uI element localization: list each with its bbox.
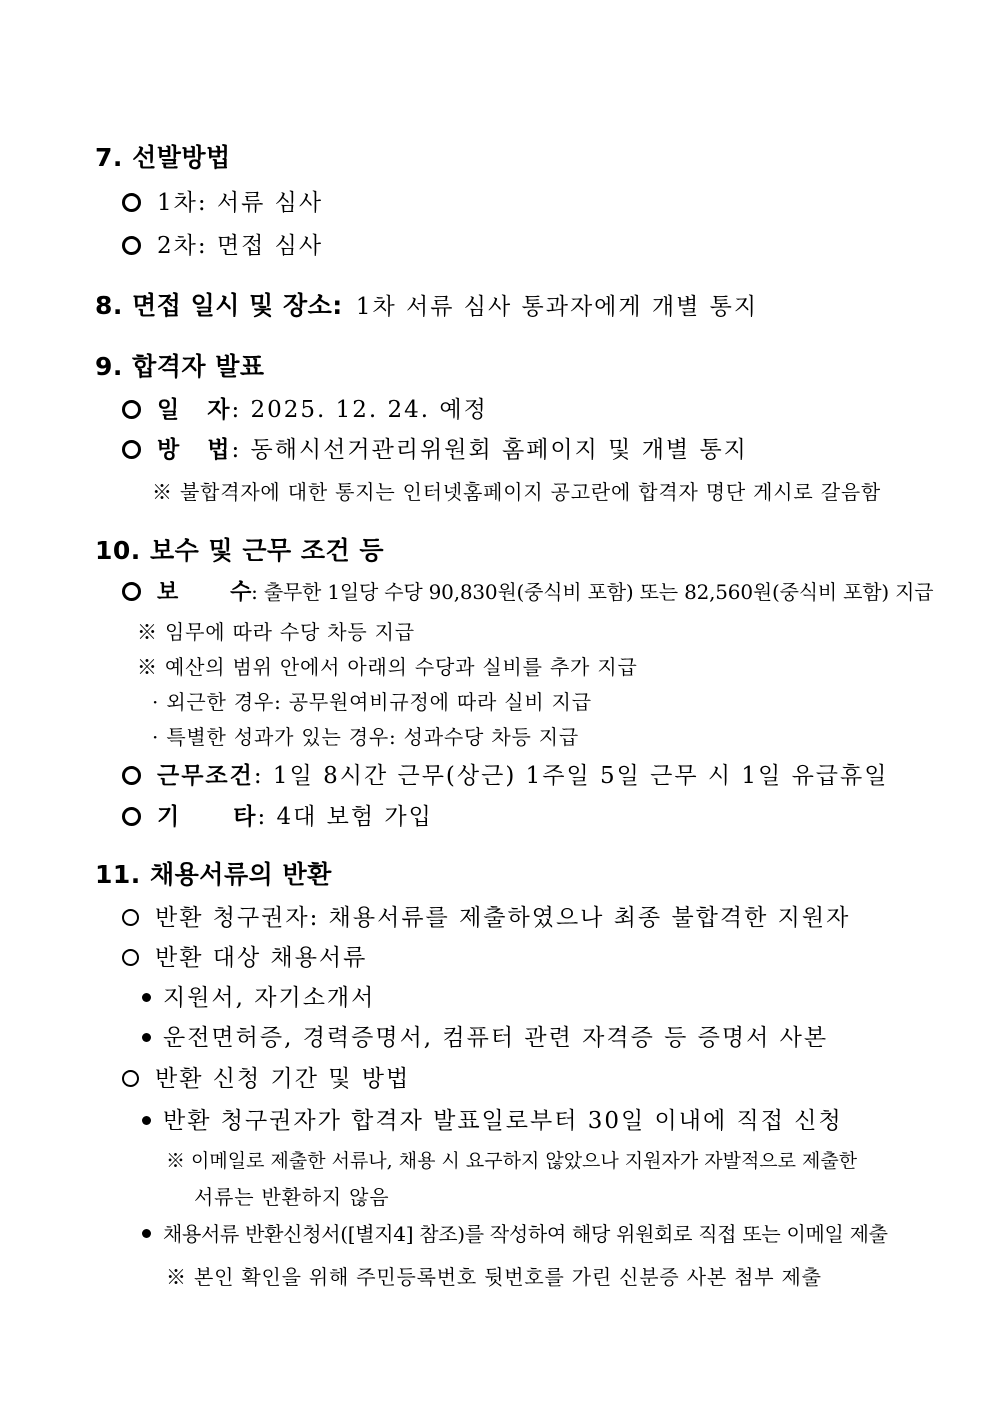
bullet-item xyxy=(142,979,375,1012)
section-9-title: 9. 합격자 발표 xyxy=(95,352,265,381)
note: ※ 임무에 따라 수당 차등 지급 xyxy=(137,620,415,644)
etc-label: 기 타 xyxy=(157,804,258,830)
circle-bullet-icon xyxy=(122,909,139,926)
etc-value: : 4대 보험 가입 xyxy=(257,804,433,830)
dot-bullet-icon xyxy=(142,1229,151,1238)
pay-label: 보 수 xyxy=(157,580,252,605)
list-item xyxy=(122,757,888,790)
bullet-text: 채용서류 반환신청서([별지4] 참조)를 작성하여 해당 위원회로 직접 또는 이메일 제출 xyxy=(163,1222,888,1246)
list-item-text: 반환 대상 채용서류 xyxy=(155,945,368,971)
note-continuation: 서류는 반환하지 않음 xyxy=(194,1185,390,1209)
sub-item: · 외근한 경우: 공무원여비규정에 따라 실비 지급 xyxy=(152,690,592,714)
date-label: 일 자 xyxy=(157,397,232,423)
list-item xyxy=(122,431,748,464)
date-value: : 2025. 12. 24. 예정 xyxy=(231,397,488,423)
cond-label: 근무조건 xyxy=(157,763,254,789)
circle-bullet-icon xyxy=(122,949,139,966)
dot-bullet-icon xyxy=(142,1033,151,1042)
list-item xyxy=(122,939,367,972)
bullet-item xyxy=(142,1218,888,1247)
bullet-text: 지원서, 자기소개서 xyxy=(163,985,376,1011)
pay-value: : 출무한 1일당 수당 90,830원(중식비 포함) 또는 82,560원(중식비 포함) 지급 xyxy=(251,580,934,604)
list-item xyxy=(122,575,933,606)
dot-bullet-icon xyxy=(142,993,151,1002)
section-8-title: 8. 면접 일시 및 장소: xyxy=(95,291,343,320)
bullet-text: 운전면허증, 경력증명서, 컴퓨터 관련 자격증 등 증명서 사본 xyxy=(163,1025,829,1051)
note: ※ 본인 확인을 위해 주민등록번호 뒷번호를 가린 신분증 사본 첨부 제출 xyxy=(166,1265,822,1289)
list-item xyxy=(122,798,433,831)
list-item xyxy=(122,391,488,424)
list-item xyxy=(122,1060,410,1093)
method-label: 방 법 xyxy=(157,437,232,463)
section-8 xyxy=(95,286,758,322)
bullet-item xyxy=(142,1019,828,1052)
circle-bullet-icon xyxy=(122,236,141,255)
bullet-text: 반환 청구권자가 합격자 발표일로부터 30일 이내에 직접 신청 xyxy=(163,1108,843,1134)
sub-item: · 특별한 성과가 있는 경우: 성과수당 차등 지급 xyxy=(152,725,579,749)
list-item xyxy=(122,227,323,260)
circle-bullet-icon xyxy=(122,440,141,459)
circle-bullet-icon xyxy=(122,582,141,601)
note: ※ 이메일로 제출한 서류나, 채용 시 요구하지 않았으나 지원자가 자발적으로 제출한 xyxy=(166,1150,858,1172)
circle-bullet-icon xyxy=(122,400,141,419)
circle-bullet-icon xyxy=(122,193,141,212)
list-item-text: 반환 신청 기간 및 방법 xyxy=(155,1066,411,1092)
section-7-title: 7. 선발방법 xyxy=(95,143,231,172)
bullet-item xyxy=(142,1102,843,1135)
circle-bullet-icon xyxy=(122,766,141,785)
section-8-text: 1차 서류 심사 통과자에게 개별 통지 xyxy=(355,294,759,320)
note: ※ 예산의 범위 안에서 아래의 수당과 실비를 추가 지급 xyxy=(137,655,638,679)
method-value: : 동해시선거관리위원회 홈페이지 및 개별 통지 xyxy=(231,437,748,463)
list-item-text: 2차: 면접 심사 xyxy=(157,233,324,259)
list-item-text: 반환 청구권자: 채용서류를 제출하였으나 최종 불합격한 지원자 xyxy=(155,905,851,931)
circle-bullet-icon xyxy=(122,1070,139,1087)
list-item xyxy=(122,899,850,932)
cond-value: : 1일 8시간 근무(상근) 1주일 5일 근무 시 1일 유급휴일 xyxy=(253,763,889,789)
list-item-text: 1차: 서류 심사 xyxy=(157,190,324,216)
list-item xyxy=(122,184,323,217)
circle-bullet-icon xyxy=(122,807,141,826)
section-10-title: 10. 보수 및 근무 조건 등 xyxy=(95,536,385,565)
dot-bullet-icon xyxy=(142,1116,151,1125)
note: ※ 불합격자에 대한 통지는 인터넷홈페이지 공고란에 합격자 명단 게시로 갈음함 xyxy=(152,480,882,504)
section-11-title: 11. 채용서류의 반환 xyxy=(95,860,332,889)
